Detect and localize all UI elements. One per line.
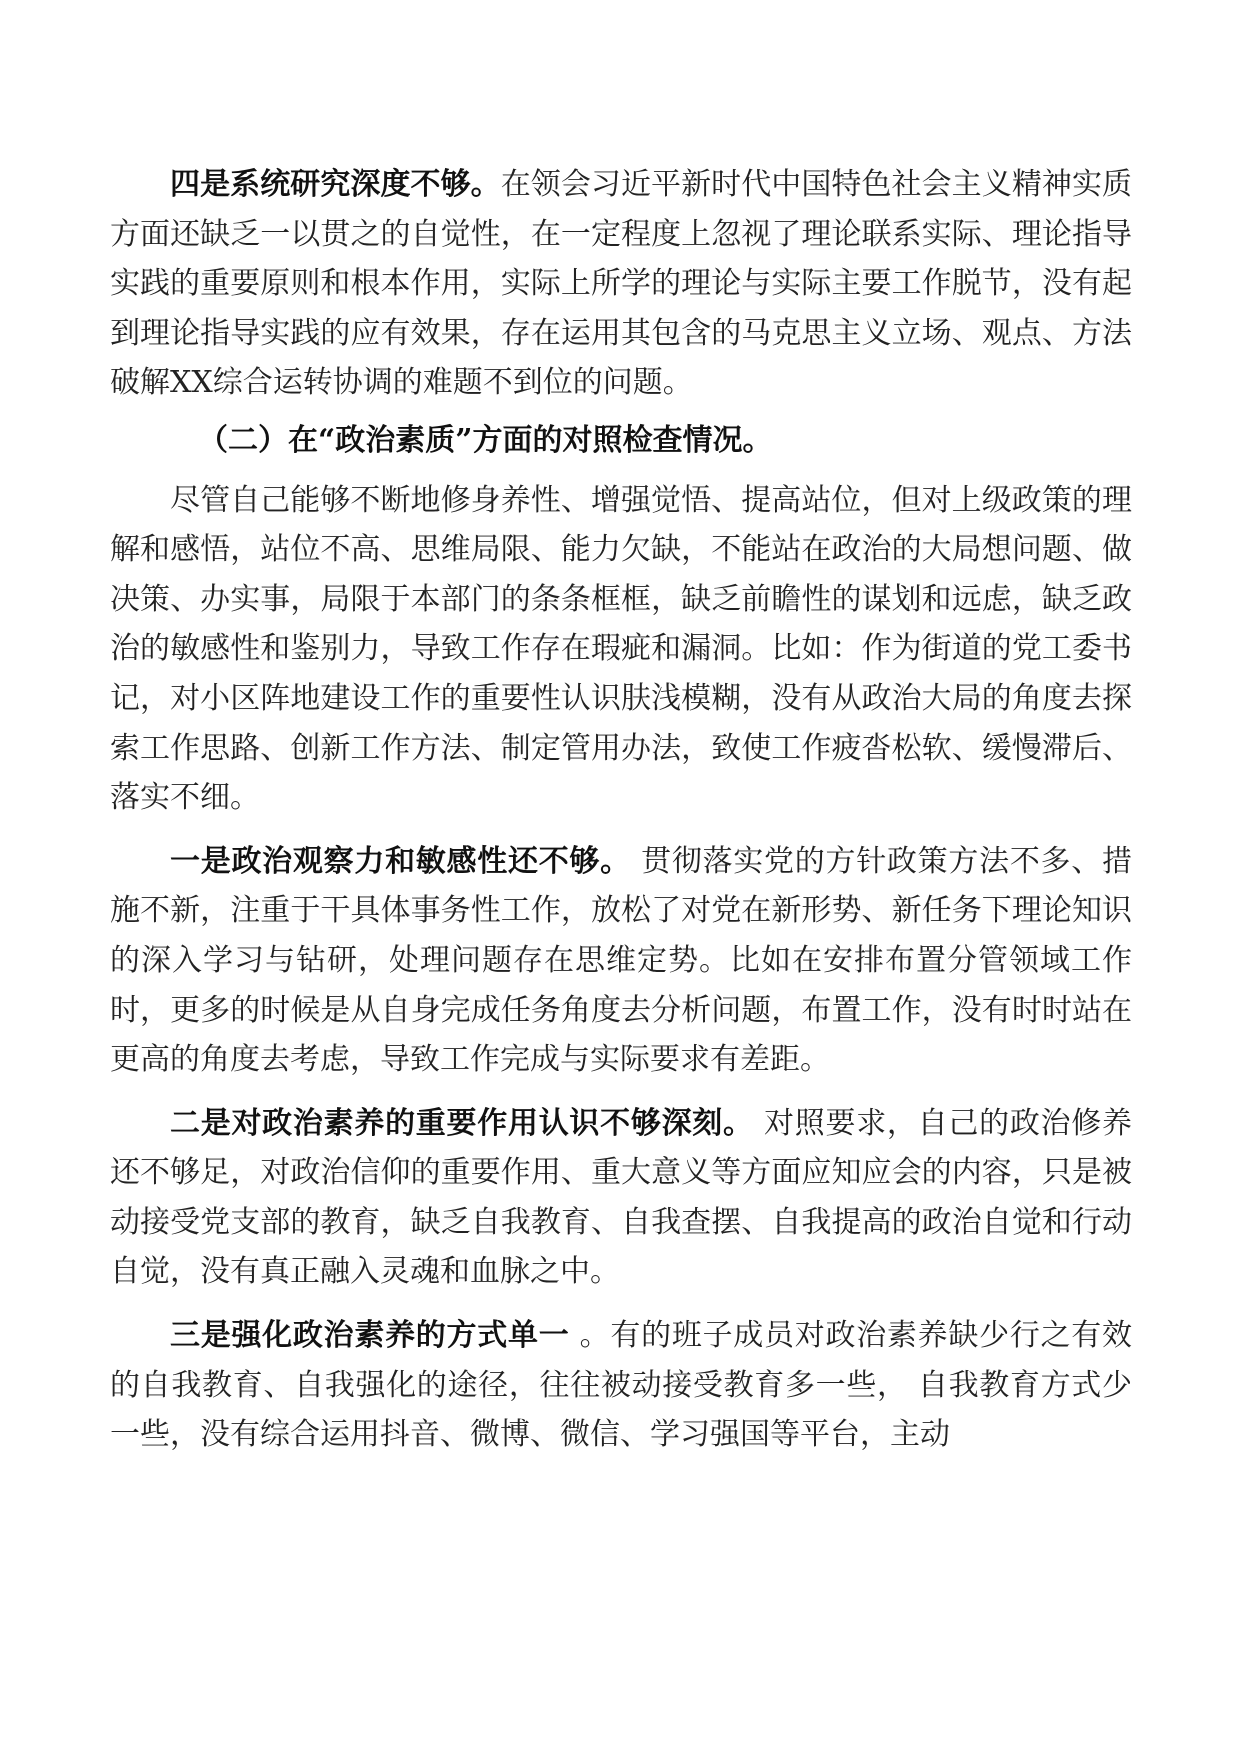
paragraph-self-review — [110, 476, 1132, 823]
paragraph-system-research — [110, 160, 1132, 408]
paragraph-lead: 一是政治观察力和敏感性还不够。 — [170, 843, 631, 879]
paragraph-political-observation — [110, 837, 1132, 1085]
paragraph-text: 在领会习近平新时代中国特色社会主义精神实质方面还缺乏一以贯之的自觉性，在一定程度上忽视了理论联系实际、理论指导实践的重要原则和根本作用，实际上所学的理论与实际主要工作脱节，没有起到理论指导实践的应有效果，存在运用其包含的马克思主义立场、观点、方法破解XX综合运转协调的难题不到位的问题。 — [110, 167, 1133, 401]
paragraph-lead: 二是对政治素养的重要作用认识不够深刻。 — [170, 1105, 754, 1141]
paragraph-lead: 三是强化政治素养的方式单一 — [170, 1318, 570, 1354]
document-body — [110, 160, 1132, 1474]
paragraph-text: 尽管自己能够不断地修身养性、增强觉悟、提高站位，但对上级政策的理解和感悟，站位不高、思维局限、能力欠缺，不能站在政治的大局想问题、做决策、办实事，局限于本部门的条条框框，缺乏前瞻性的谋划和远虑，缺乏政治的敏感性和鉴别力，导致工作存在瑕疵和漏洞。比如：作为街道的党工委书记，对小区阵地建设工作的重要性认识肤浅模糊，没有从政治大局的角度去探索工作思路、创新工作方法、制定管用办法，致使工作疲沓松软、缓慢滞后、落实不细。 — [110, 482, 1132, 816]
paragraph-text: 对照要求，自己的政治修养还不够足，对政治信仰的重要作用、重大意义等方面应知应会的内容，只是被动接受党支部的教育，缺乏自我教育、自我查摆、自我提高的政治自觉和行动自觉，没有真正融入灵魂和血脉之中。 — [110, 1105, 1132, 1290]
paragraph-lead: 四是系统研究深度不够。 — [170, 167, 501, 202]
paragraph-single-method — [110, 1311, 1132, 1460]
paragraph-political-literacy — [110, 1099, 1132, 1297]
section-heading-political-quality: （二）在“政治素质”方面的对照检查情况。 — [198, 422, 773, 458]
paragraph-text: 贯彻落实党的方针政策方法不多、措施不新，注重于干具体事务性工作，放松了对党在新形势、新任务下理论知识的深入学习与钻研，处理问题存在思维定势。比如在安排布置分管领域工作时，更多的时候是从自身完成任务角度去分析问题，布置工作，没有时时站在更高的角度去考虑，导致工作完成与实际要求有差距。 — [110, 843, 1132, 1078]
paragraph-text: 。有的班子成员对政治素养缺少行之有效的自我教育、自我强化的途径，往往被动接受教育多一些， 自我教育方式少一些，没有综合运用抖音、微博、微信、学习强国等平台，主动 — [110, 1318, 1132, 1453]
